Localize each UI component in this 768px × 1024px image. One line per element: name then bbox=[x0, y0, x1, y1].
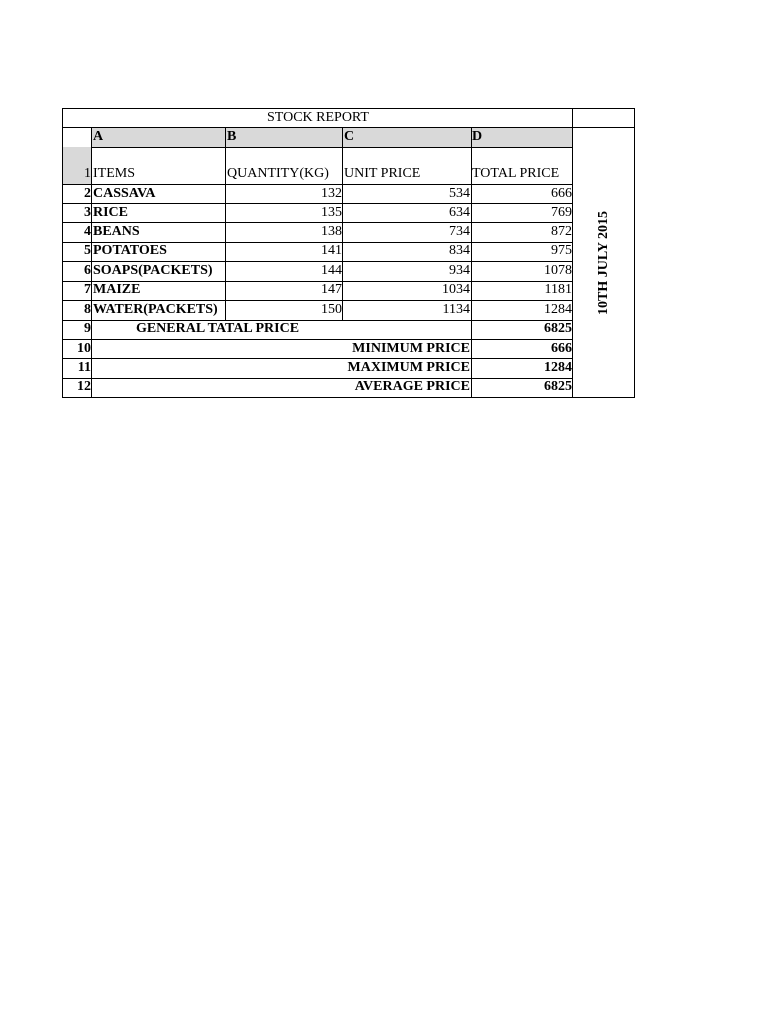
grid-line bbox=[225, 127, 226, 320]
header-items: ITEMS bbox=[93, 166, 135, 181]
summary-label: MAXIMUM PRICE bbox=[347, 360, 470, 375]
grid-line bbox=[63, 320, 573, 321]
quantity-value: 144 bbox=[321, 263, 342, 278]
row-number: 7 bbox=[84, 282, 91, 297]
grid-line bbox=[62, 108, 63, 398]
row-number-1: 1 bbox=[84, 166, 91, 181]
column-letter-b: B bbox=[227, 129, 237, 144]
grid-line bbox=[63, 127, 635, 128]
quantity-value: 150 bbox=[321, 302, 342, 317]
report-title: STOCK REPORT bbox=[267, 110, 369, 125]
row-number: 5 bbox=[84, 243, 91, 258]
row-number: 6 bbox=[84, 263, 91, 278]
grid-line bbox=[63, 242, 573, 243]
grid-line bbox=[63, 378, 573, 379]
total-price-value: 1284 bbox=[544, 302, 572, 317]
summary-value: 6825 bbox=[544, 321, 572, 336]
grid-line bbox=[63, 203, 573, 204]
column-letter-a: A bbox=[93, 129, 104, 144]
grid-line bbox=[572, 108, 573, 398]
grid-line bbox=[63, 358, 573, 359]
header-unit-price: UNIT PRICE bbox=[344, 166, 421, 181]
item-name: WATER(PACKETS) bbox=[93, 302, 218, 317]
total-price-value: 1181 bbox=[544, 282, 572, 297]
grid-line bbox=[63, 281, 573, 282]
grid-line bbox=[63, 261, 573, 262]
unit-price-value: 534 bbox=[449, 186, 470, 201]
grid-line bbox=[92, 147, 573, 148]
date-label: 10TH JULY 2015 bbox=[596, 211, 612, 315]
header-total-price: TOTAL PRICE bbox=[472, 166, 560, 181]
summary-label: MINIMUM PRICE bbox=[352, 341, 470, 356]
unit-price-value: 934 bbox=[449, 263, 470, 278]
grid-line bbox=[63, 300, 573, 301]
unit-price-value: 1134 bbox=[442, 302, 470, 317]
item-name: CASSAVA bbox=[93, 186, 156, 201]
grid-line bbox=[342, 127, 343, 320]
unit-price-value: 1034 bbox=[442, 282, 470, 297]
grid-line bbox=[63, 184, 573, 185]
grid-line bbox=[63, 397, 635, 398]
summary-value: 6825 bbox=[544, 379, 572, 394]
total-price-value: 769 bbox=[551, 205, 572, 220]
row-number: 11 bbox=[77, 360, 91, 375]
quantity-value: 135 bbox=[321, 205, 342, 220]
grid-line bbox=[471, 127, 472, 398]
row-number: 4 bbox=[84, 224, 91, 239]
summary-label: GENERAL TATAL PRICE bbox=[135, 321, 300, 336]
quantity-value: 138 bbox=[321, 224, 342, 239]
grid-line bbox=[63, 222, 573, 223]
total-price-value: 975 bbox=[551, 243, 572, 258]
summary-value: 666 bbox=[551, 341, 572, 356]
total-price-value: 872 bbox=[551, 224, 572, 239]
unit-price-value: 834 bbox=[449, 243, 470, 258]
grid-line bbox=[634, 108, 635, 398]
row-number: 8 bbox=[84, 302, 91, 317]
item-name: SOAPS(PACKETS) bbox=[93, 263, 213, 278]
item-name: RICE bbox=[93, 205, 129, 220]
row-number: 12 bbox=[77, 379, 91, 394]
grid-line bbox=[63, 108, 635, 109]
quantity-value: 147 bbox=[321, 282, 342, 297]
column-letter-c: C bbox=[344, 129, 355, 144]
grid-line bbox=[91, 127, 92, 398]
column-letter-d: D bbox=[472, 129, 483, 144]
date-label-cell bbox=[573, 128, 635, 398]
grid-line bbox=[63, 339, 573, 340]
item-name: POTATOES bbox=[93, 243, 167, 258]
row-number: 3 bbox=[84, 205, 91, 220]
row-number: 9 bbox=[84, 321, 91, 336]
total-price-value: 666 bbox=[551, 186, 572, 201]
summary-value: 1284 bbox=[544, 360, 572, 375]
item-name: BEANS bbox=[93, 224, 140, 239]
quantity-value: 141 bbox=[321, 243, 342, 258]
row-number: 10 bbox=[77, 341, 91, 356]
summary-label: AVERAGE PRICE bbox=[354, 379, 470, 394]
unit-price-value: 734 bbox=[449, 224, 470, 239]
item-name: MAIZE bbox=[93, 282, 141, 297]
quantity-value: 132 bbox=[321, 186, 342, 201]
row-number: 2 bbox=[84, 186, 91, 201]
total-price-value: 1078 bbox=[544, 263, 572, 278]
header-quantity: QUANTITY(KG) bbox=[227, 166, 329, 181]
unit-price-value: 634 bbox=[449, 205, 470, 220]
